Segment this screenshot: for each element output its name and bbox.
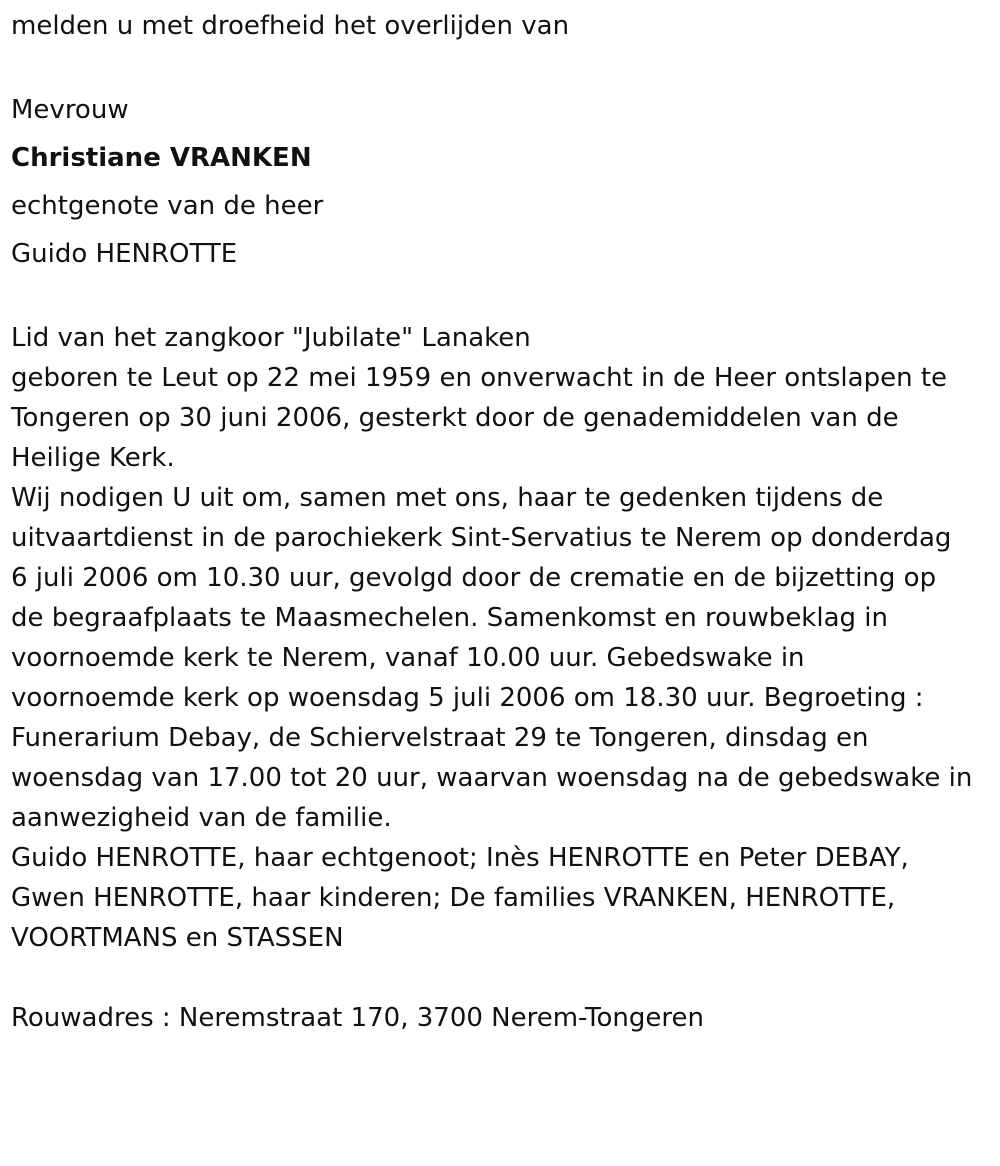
- paragraph-line: de begraafplaats te Maasmechelen. Samenkomst en rouwbeklag in: [11, 603, 888, 633]
- paragraph-line: voornoemde kerk op woensdag 5 juli 2006 om 18.30 uur. Begroeting :: [11, 683, 924, 713]
- salutation: Mevrouw: [11, 95, 129, 125]
- paragraph-line: VOORTMANS en STASSEN: [11, 923, 344, 953]
- paragraph-line: Guido HENROTTE, haar echtgenoot; Inès HENROTTE en Peter DEBAY,: [11, 843, 909, 873]
- paragraph-line: Tongeren op 30 juni 2006, gesterkt door de genademiddelen van de: [11, 403, 899, 433]
- paragraph-line: geboren te Leut op 22 mei 1959 en onverwacht in de Heer ontslapen te: [11, 363, 948, 393]
- paragraph-line: uitvaartdienst in de parochiekerk Sint-Servatius te Nerem op donderdag: [11, 523, 952, 553]
- family-paragraph: [11, 838, 993, 958]
- spouse-intro: echtgenote van de heer: [11, 191, 324, 221]
- paragraph-line: Wij nodigen U uit om, samen met ons, haar te gedenken tijdens de: [11, 483, 884, 513]
- birth-death-paragraph: [11, 358, 993, 478]
- deceased-name: Christiane VRANKEN: [11, 143, 312, 173]
- paragraph-line: woensdag van 17.00 tot 20 uur, waarvan woensdag na de gebedswake in: [11, 763, 973, 793]
- paragraph-line: voornoemde kerk te Nerem, vanaf 10.00 uur. Gebedswake in: [11, 643, 805, 673]
- membership-line: Lid van het zangkoor "Jubilate" Lanaken: [11, 323, 531, 353]
- ceremony-paragraph: [11, 478, 993, 838]
- paragraph-line: Funerarium Debay, de Schiervelstraat 29 te Tongeren, dinsdag en: [11, 723, 869, 753]
- paragraph-line: Gwen HENROTTE, haar kinderen; De families VRANKEN, HENROTTE,: [11, 883, 896, 913]
- mourning-address: Rouwadres : Neremstraat 170, 3700 Nerem-Tongeren: [11, 1003, 704, 1033]
- spouse-name: Guido HENROTTE: [11, 239, 238, 269]
- paragraph-line: aanwezigheid van de familie.: [11, 803, 392, 833]
- obituary-document: [11, 6, 993, 1038]
- deceased-block: [11, 86, 993, 278]
- paragraph-line: 6 juli 2006 om 10.30 uur, gevolgd door de crematie en de bijzetting op: [11, 563, 937, 593]
- paragraph-line: Heilige Kerk.: [11, 443, 175, 473]
- intro-line: melden u met droefheid het overlijden van: [11, 11, 570, 41]
